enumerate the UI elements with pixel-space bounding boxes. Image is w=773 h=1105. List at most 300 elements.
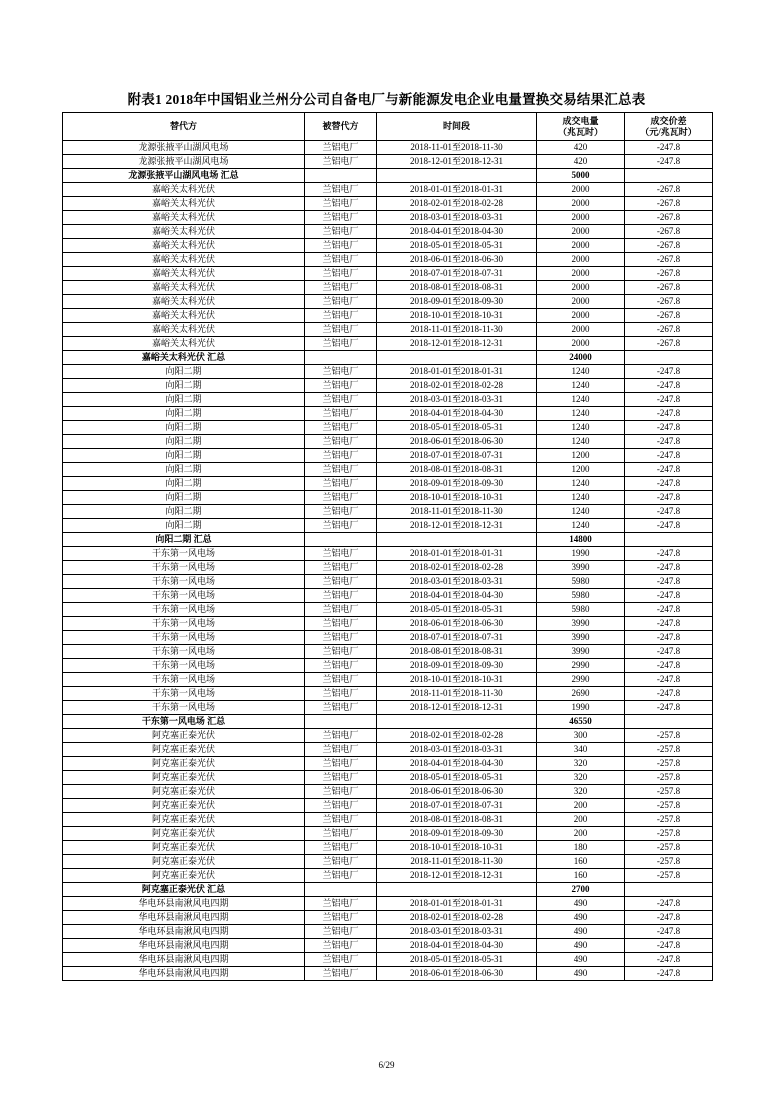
cell-price-diff: -267.8: [625, 197, 713, 211]
cell-price-diff: -257.8: [625, 743, 713, 757]
column-header-price-diff: 成交价差 （元/兆瓦时）: [625, 113, 713, 141]
cell-replacer: 干东第一风电场: [63, 687, 305, 701]
table-row: [63, 239, 713, 253]
cell-replaced: 兰铝电厂: [305, 225, 377, 239]
table-summary-row: [63, 883, 713, 897]
cell-replacer: 向阳二期: [63, 477, 305, 491]
table-row: [63, 393, 713, 407]
cell-price-diff: -267.8: [625, 239, 713, 253]
cell-replacer: 干东第一风电场: [63, 673, 305, 687]
cell-volume: 1200: [537, 449, 625, 463]
table-row: [63, 673, 713, 687]
cell-replaced: 兰铝电厂: [305, 701, 377, 715]
table-row: [63, 953, 713, 967]
cell-period: 2018-01-01至2018-01-31: [377, 183, 537, 197]
cell-volume: 490: [537, 925, 625, 939]
cell-replaced: 兰铝电厂: [305, 771, 377, 785]
cell-period: 2018-02-01至2018-02-28: [377, 911, 537, 925]
cell-volume: 320: [537, 771, 625, 785]
table-row: [63, 365, 713, 379]
table-row: [63, 771, 713, 785]
cell-period: 2018-10-01至2018-10-31: [377, 491, 537, 505]
cell-price-diff: -247.8: [625, 505, 713, 519]
cell-replacer: 华电环县南湫风电四期: [63, 939, 305, 953]
cell-volume: 2000: [537, 239, 625, 253]
power-exchange-table-container: [62, 112, 712, 981]
table-row: [63, 855, 713, 869]
column-header-replacer: 替代方: [63, 113, 305, 141]
table-row: [63, 491, 713, 505]
cell-price-diff: -257.8: [625, 841, 713, 855]
cell-volume: 340: [537, 743, 625, 757]
cell-period: 2018-09-01至2018-09-30: [377, 295, 537, 309]
table-row: [63, 757, 713, 771]
cell-price-diff: -267.8: [625, 253, 713, 267]
table-row: [63, 939, 713, 953]
cell-price-diff: -257.8: [625, 869, 713, 883]
cell-period: 2018-06-01至2018-06-30: [377, 967, 537, 981]
cell-replaced: 兰铝电厂: [305, 869, 377, 883]
cell-volume: 2000: [537, 337, 625, 351]
cell-volume: 320: [537, 757, 625, 771]
cell-replaced: 兰铝电厂: [305, 155, 377, 169]
table-row: [63, 323, 713, 337]
cell-replacer: 嘉峪关太科光伏: [63, 211, 305, 225]
cell-replacer: 向阳二期: [63, 491, 305, 505]
cell-period: 2018-01-01至2018-01-31: [377, 365, 537, 379]
page-title: 附表1 2018年中国铝业兰州分公司自备电厂与新能源发电企业电量置换交易结果汇总表: [127, 92, 646, 107]
cell-replaced: 兰铝电厂: [305, 561, 377, 575]
cell-replaced: 兰铝电厂: [305, 463, 377, 477]
table-row: [63, 589, 713, 603]
cell-replaced: 兰铝电厂: [305, 421, 377, 435]
cell-replacer: 干东第一风电场: [63, 701, 305, 715]
cell-replacer: 向阳二期: [63, 393, 305, 407]
cell-period: 2018-04-01至2018-04-30: [377, 225, 537, 239]
cell-replacer: 阿克塞正泰光伏 汇总: [63, 883, 305, 897]
cell-period: 2018-05-01至2018-05-31: [377, 603, 537, 617]
cell-period: 2018-01-01至2018-01-31: [377, 547, 537, 561]
cell-period: 2018-06-01至2018-06-30: [377, 435, 537, 449]
cell-replacer: 龙源张掖平山湖风电场: [63, 155, 305, 169]
table-row: [63, 925, 713, 939]
cell-replaced: 兰铝电厂: [305, 841, 377, 855]
cell-price-diff: -247.8: [625, 897, 713, 911]
table-row: [63, 659, 713, 673]
cell-period: 2018-07-01至2018-07-31: [377, 799, 537, 813]
cell-volume: 200: [537, 799, 625, 813]
cell-price-diff: -247.8: [625, 379, 713, 393]
cell-period: [377, 533, 537, 547]
cell-replacer: 阿克塞正泰光伏: [63, 757, 305, 771]
cell-period: 2018-04-01至2018-04-30: [377, 757, 537, 771]
cell-period: 2018-11-01至2018-11-30: [377, 323, 537, 337]
cell-replacer: 阿克塞正泰光伏: [63, 813, 305, 827]
cell-replaced: 兰铝电厂: [305, 211, 377, 225]
cell-volume: 200: [537, 813, 625, 827]
table-row: [63, 253, 713, 267]
table-row: [63, 603, 713, 617]
cell-replacer: 干东第一风电场: [63, 575, 305, 589]
cell-volume: 320: [537, 785, 625, 799]
cell-replaced: 兰铝电厂: [305, 197, 377, 211]
cell-period: 2018-04-01至2018-04-30: [377, 407, 537, 421]
cell-price-diff: -247.8: [625, 617, 713, 631]
cell-volume: 300: [537, 729, 625, 743]
cell-replacer: 干东第一风电场: [63, 617, 305, 631]
cell-price-diff: -257.8: [625, 799, 713, 813]
cell-volume: 1240: [537, 407, 625, 421]
cell-period: 2018-03-01至2018-03-31: [377, 925, 537, 939]
cell-replaced: [305, 351, 377, 365]
cell-price-diff: -247.8: [625, 491, 713, 505]
cell-period: 2018-12-01至2018-12-31: [377, 701, 537, 715]
table-row: [63, 645, 713, 659]
cell-price-diff: [625, 533, 713, 547]
cell-price-diff: -267.8: [625, 281, 713, 295]
cell-replacer: 干东第一风电场 汇总: [63, 715, 305, 729]
cell-price-diff: -267.8: [625, 295, 713, 309]
table-row: [63, 799, 713, 813]
cell-volume: 3990: [537, 631, 625, 645]
cell-period: [377, 715, 537, 729]
cell-price-diff: -247.8: [625, 589, 713, 603]
cell-period: 2018-06-01至2018-06-30: [377, 617, 537, 631]
cell-volume: 3990: [537, 645, 625, 659]
table-row: [63, 477, 713, 491]
cell-replacer: 龙源张掖平山湖风电场: [63, 141, 305, 155]
cell-period: [377, 169, 537, 183]
cell-volume: 2000: [537, 211, 625, 225]
cell-period: 2018-09-01至2018-09-30: [377, 659, 537, 673]
cell-replaced: 兰铝电厂: [305, 407, 377, 421]
cell-period: 2018-11-01至2018-11-30: [377, 855, 537, 869]
cell-replacer: 嘉峪关太科光伏: [63, 309, 305, 323]
cell-volume: 2990: [537, 673, 625, 687]
cell-volume: 2700: [537, 883, 625, 897]
cell-price-diff: -267.8: [625, 323, 713, 337]
cell-price-diff: -247.8: [625, 407, 713, 421]
cell-period: 2018-10-01至2018-10-31: [377, 309, 537, 323]
cell-volume: 46550: [537, 715, 625, 729]
power-exchange-table: [62, 112, 713, 981]
cell-replacer: 华电环县南湫风电四期: [63, 925, 305, 939]
cell-replaced: 兰铝电厂: [305, 309, 377, 323]
cell-replacer: 干东第一风电场: [63, 645, 305, 659]
cell-period: 2018-06-01至2018-06-30: [377, 253, 537, 267]
cell-replaced: 兰铝电厂: [305, 281, 377, 295]
cell-replacer: 向阳二期: [63, 379, 305, 393]
cell-volume: 1240: [537, 379, 625, 393]
cell-period: 2018-05-01至2018-05-31: [377, 953, 537, 967]
cell-replacer: 嘉峪关太科光伏: [63, 183, 305, 197]
cell-period: 2018-02-01至2018-02-28: [377, 561, 537, 575]
cell-price-diff: -257.8: [625, 785, 713, 799]
cell-price-diff: -247.8: [625, 575, 713, 589]
table-row: [63, 267, 713, 281]
table-row: [63, 309, 713, 323]
table-row: [63, 631, 713, 645]
cell-price-diff: -247.8: [625, 155, 713, 169]
cell-price-diff: -267.8: [625, 309, 713, 323]
table-row: [63, 617, 713, 631]
cell-replacer: 嘉峪关太科光伏: [63, 267, 305, 281]
cell-replacer: 阿克塞正泰光伏: [63, 743, 305, 757]
cell-volume: 5980: [537, 603, 625, 617]
cell-period: 2018-10-01至2018-10-31: [377, 673, 537, 687]
cell-replaced: 兰铝电厂: [305, 449, 377, 463]
cell-replaced: 兰铝电厂: [305, 337, 377, 351]
cell-period: 2018-05-01至2018-05-31: [377, 421, 537, 435]
cell-price-diff: -257.8: [625, 813, 713, 827]
cell-volume: 1240: [537, 519, 625, 533]
table-row: [63, 463, 713, 477]
cell-period: 2018-02-01至2018-02-28: [377, 197, 537, 211]
cell-replaced: 兰铝电厂: [305, 785, 377, 799]
cell-replacer: 向阳二期: [63, 421, 305, 435]
cell-replacer: 华电环县南湫风电四期: [63, 911, 305, 925]
table-row: [63, 225, 713, 239]
cell-replacer: 干东第一风电场: [63, 603, 305, 617]
cell-replacer: 华电环县南湫风电四期: [63, 897, 305, 911]
cell-replacer: 阿克塞正泰光伏: [63, 841, 305, 855]
cell-price-diff: -247.8: [625, 953, 713, 967]
cell-price-diff: -267.8: [625, 211, 713, 225]
cell-replacer: 向阳二期: [63, 365, 305, 379]
cell-replacer: 阿克塞正泰光伏: [63, 855, 305, 869]
cell-price-diff: -247.8: [625, 365, 713, 379]
table-row: [63, 155, 713, 169]
cell-volume: 1240: [537, 393, 625, 407]
cell-replacer: 阿克塞正泰光伏: [63, 799, 305, 813]
cell-volume: 200: [537, 827, 625, 841]
cell-replaced: 兰铝电厂: [305, 687, 377, 701]
cell-period: 2018-04-01至2018-04-30: [377, 939, 537, 953]
cell-replaced: 兰铝电厂: [305, 659, 377, 673]
cell-period: 2018-12-01至2018-12-31: [377, 337, 537, 351]
table-row: [63, 141, 713, 155]
cell-volume: 5000: [537, 169, 625, 183]
cell-period: [377, 883, 537, 897]
cell-period: 2018-03-01至2018-03-31: [377, 743, 537, 757]
cell-replacer: 干东第一风电场: [63, 547, 305, 561]
cell-replaced: 兰铝电厂: [305, 379, 377, 393]
cell-replaced: 兰铝电厂: [305, 645, 377, 659]
cell-replaced: 兰铝电厂: [305, 617, 377, 631]
cell-volume: 490: [537, 953, 625, 967]
cell-price-diff: -257.8: [625, 771, 713, 785]
cell-replaced: 兰铝电厂: [305, 967, 377, 981]
cell-volume: 2000: [537, 197, 625, 211]
table-row: [63, 561, 713, 575]
cell-replacer: 华电环县南湫风电四期: [63, 967, 305, 981]
cell-price-diff: -257.8: [625, 827, 713, 841]
cell-period: 2018-11-01至2018-11-30: [377, 505, 537, 519]
table-row: [63, 841, 713, 855]
cell-volume: 490: [537, 897, 625, 911]
cell-volume: 2000: [537, 183, 625, 197]
cell-volume: 1240: [537, 477, 625, 491]
cell-price-diff: -247.8: [625, 967, 713, 981]
cell-price-diff: [625, 169, 713, 183]
cell-price-diff: -247.8: [625, 477, 713, 491]
cell-price-diff: -247.8: [625, 701, 713, 715]
cell-replacer: 向阳二期: [63, 407, 305, 421]
cell-price-diff: -247.8: [625, 687, 713, 701]
cell-replacer: 干东第一风电场: [63, 589, 305, 603]
cell-volume: 180: [537, 841, 625, 855]
cell-period: 2018-12-01至2018-12-31: [377, 869, 537, 883]
table-row: [63, 729, 713, 743]
cell-price-diff: -247.8: [625, 463, 713, 477]
cell-price-diff: -257.8: [625, 729, 713, 743]
table-row: [63, 911, 713, 925]
table-row: [63, 897, 713, 911]
cell-period: 2018-08-01至2018-08-31: [377, 463, 537, 477]
table-row: [63, 421, 713, 435]
cell-volume: 24000: [537, 351, 625, 365]
cell-replaced: 兰铝电厂: [305, 799, 377, 813]
cell-price-diff: -257.8: [625, 757, 713, 771]
cell-replaced: 兰铝电厂: [305, 925, 377, 939]
table-header: [63, 113, 713, 141]
cell-replacer: 嘉峪关太科光伏: [63, 225, 305, 239]
page-number: 6/29: [378, 1060, 395, 1070]
cell-volume: 2000: [537, 281, 625, 295]
table-row: [63, 435, 713, 449]
column-header-replaced: 被替代方: [305, 113, 377, 141]
cell-replaced: 兰铝电厂: [305, 953, 377, 967]
table-row: [63, 519, 713, 533]
cell-period: 2018-03-01至2018-03-31: [377, 393, 537, 407]
cell-period: 2018-06-01至2018-06-30: [377, 785, 537, 799]
cell-volume: 160: [537, 869, 625, 883]
cell-price-diff: -247.8: [625, 393, 713, 407]
table-row: [63, 505, 713, 519]
cell-replacer: 嘉峪关太科光伏: [63, 295, 305, 309]
cell-price-diff: -247.8: [625, 449, 713, 463]
cell-replaced: 兰铝电厂: [305, 253, 377, 267]
cell-replaced: 兰铝电厂: [305, 757, 377, 771]
cell-price-diff: -247.8: [625, 603, 713, 617]
table-row: [63, 197, 713, 211]
cell-volume: 5980: [537, 575, 625, 589]
table-row: [63, 407, 713, 421]
cell-replaced: 兰铝电厂: [305, 505, 377, 519]
cell-replaced: 兰铝电厂: [305, 477, 377, 491]
cell-period: 2018-09-01至2018-09-30: [377, 827, 537, 841]
cell-volume: 2000: [537, 323, 625, 337]
cell-period: 2018-12-01至2018-12-31: [377, 519, 537, 533]
cell-period: 2018-07-01至2018-07-31: [377, 267, 537, 281]
cell-replaced: [305, 883, 377, 897]
cell-replaced: 兰铝电厂: [305, 491, 377, 505]
cell-replaced: 兰铝电厂: [305, 603, 377, 617]
cell-replaced: 兰铝电厂: [305, 911, 377, 925]
cell-replaced: 兰铝电厂: [305, 239, 377, 253]
cell-volume: 420: [537, 155, 625, 169]
cell-period: 2018-07-01至2018-07-31: [377, 631, 537, 645]
cell-replacer: 嘉峪关太科光伏: [63, 253, 305, 267]
cell-replacer: 向阳二期: [63, 505, 305, 519]
cell-price-diff: -267.8: [625, 183, 713, 197]
cell-replaced: 兰铝电厂: [305, 365, 377, 379]
cell-replaced: [305, 533, 377, 547]
cell-replacer: 华电环县南湫风电四期: [63, 953, 305, 967]
table-row: [63, 701, 713, 715]
cell-replacer: 干东第一风电场: [63, 561, 305, 575]
cell-price-diff: -247.8: [625, 435, 713, 449]
table-row: [63, 687, 713, 701]
cell-replaced: 兰铝电厂: [305, 673, 377, 687]
table-row: [63, 281, 713, 295]
table-row: [63, 547, 713, 561]
cell-volume: 2690: [537, 687, 625, 701]
cell-volume: 3990: [537, 617, 625, 631]
table-row: [63, 827, 713, 841]
cell-price-diff: -247.8: [625, 421, 713, 435]
cell-replaced: 兰铝电厂: [305, 813, 377, 827]
cell-replacer: 嘉峪关太科光伏: [63, 337, 305, 351]
cell-replaced: 兰铝电厂: [305, 575, 377, 589]
column-header-period: 时间段: [377, 113, 537, 141]
cell-volume: 1240: [537, 491, 625, 505]
table-row: [63, 869, 713, 883]
cell-volume: 5980: [537, 589, 625, 603]
cell-period: 2018-11-01至2018-11-30: [377, 687, 537, 701]
cell-volume: 1200: [537, 463, 625, 477]
table-row: [63, 337, 713, 351]
cell-price-diff: [625, 351, 713, 365]
cell-replaced: 兰铝电厂: [305, 631, 377, 645]
table-row: [63, 743, 713, 757]
cell-volume: 2000: [537, 225, 625, 239]
cell-period: 2018-08-01至2018-08-31: [377, 813, 537, 827]
cell-volume: 2000: [537, 309, 625, 323]
table-summary-row: [63, 533, 713, 547]
cell-price-diff: -247.8: [625, 939, 713, 953]
cell-price-diff: -247.8: [625, 561, 713, 575]
cell-replacer: 干东第一风电场: [63, 631, 305, 645]
cell-price-diff: -247.8: [625, 645, 713, 659]
cell-period: 2018-12-01至2018-12-31: [377, 155, 537, 169]
cell-replacer: 向阳二期: [63, 449, 305, 463]
cell-replaced: 兰铝电厂: [305, 141, 377, 155]
cell-replaced: 兰铝电厂: [305, 589, 377, 603]
cell-price-diff: -247.8: [625, 925, 713, 939]
cell-replaced: 兰铝电厂: [305, 939, 377, 953]
cell-price-diff: -247.8: [625, 519, 713, 533]
cell-period: 2018-10-01至2018-10-31: [377, 841, 537, 855]
cell-replacer: 向阳二期 汇总: [63, 533, 305, 547]
cell-period: 2018-09-01至2018-09-30: [377, 477, 537, 491]
cell-replacer: 阿克塞正泰光伏: [63, 827, 305, 841]
cell-price-diff: -247.8: [625, 547, 713, 561]
cell-period: 2018-08-01至2018-08-31: [377, 645, 537, 659]
cell-volume: 490: [537, 939, 625, 953]
cell-price-diff: -247.8: [625, 631, 713, 645]
cell-volume: 3990: [537, 561, 625, 575]
cell-volume: 160: [537, 855, 625, 869]
cell-period: 2018-01-01至2018-01-31: [377, 897, 537, 911]
cell-replacer: 向阳二期: [63, 519, 305, 533]
cell-price-diff: -257.8: [625, 855, 713, 869]
table-row: [63, 813, 713, 827]
cell-period: 2018-07-01至2018-07-31: [377, 449, 537, 463]
cell-volume: 2000: [537, 267, 625, 281]
cell-volume: 14800: [537, 533, 625, 547]
cell-volume: 1240: [537, 505, 625, 519]
